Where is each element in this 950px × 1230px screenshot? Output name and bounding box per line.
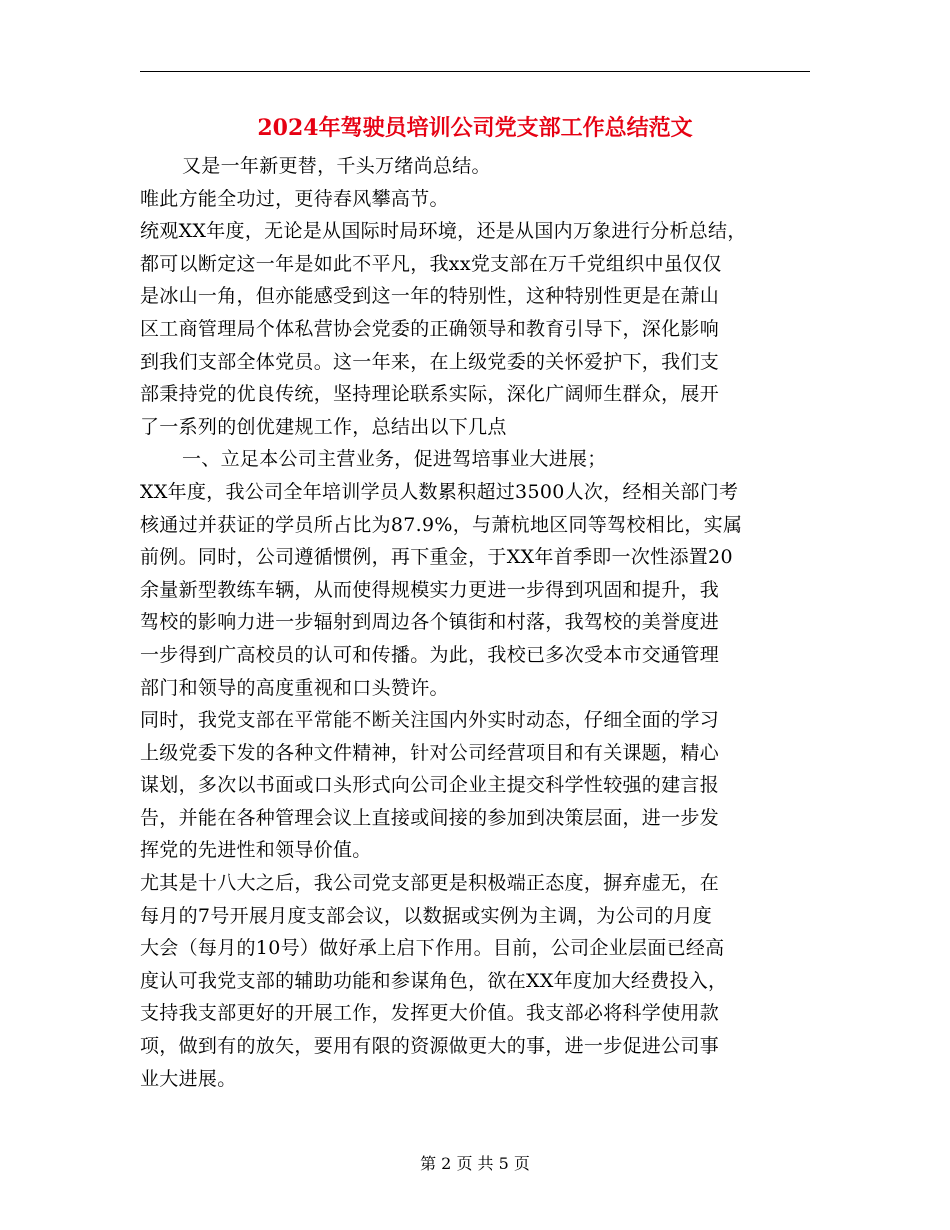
body-line: 挥党的先进性和领导价值。 [140, 839, 372, 862]
body-line: 了一系列的创优建规工作，总结出以下几点 [140, 415, 507, 438]
body-line: 项，做到有的放矢，要用有限的资源做更大的事，进一步促进公司事 [140, 1035, 720, 1058]
body-line: 部门和领导的高度重视和口头赞许。 [140, 676, 449, 699]
body-line: 到我们支部全体党员。这一年来，在上级党委的关怀爱护下，我们支 [140, 350, 720, 373]
body-line: 一步得到广高校员的认可和传播。为此，我校已多次受本市交通管理 [140, 643, 720, 666]
page-number: 第 2 页 共 5 页 [420, 1154, 530, 1173]
body-line: 驾校的影响力进一步辐射到周边各个镇街和村落，我驾校的美誉度进 [140, 611, 720, 634]
body-line: 度认可我党支部的辅助功能和参谋角色，欲在XX年度加大经费投入， [140, 969, 728, 992]
body-line: 统观XX年度，无论是从国际时局环境，还是从国内万象进行分析总结， [140, 220, 747, 243]
body-line: 每月的7号开展月度支部会议，以数据或实例为主调，为公司的月度 [140, 904, 713, 927]
body-line: XX年度，我公司全年培训学员人数累积超过3500人次，经相关部门考 [140, 480, 739, 503]
body-line: 上级党委下发的各种文件精神，针对公司经营项目和有关课题，精心 [140, 741, 720, 764]
body-line: 核通过并获证的学员所占比为87.9%，与萧杭地区同等驾校相比，实属 [140, 513, 743, 536]
body-line: 又是一年新更替，千头万绪尚总结。 [182, 155, 491, 177]
body-line: 余量新型教练车辆，从而使得规模实力更进一步得到巩固和提升，我 [140, 578, 720, 601]
header-rule [140, 71, 810, 72]
body-line: 都可以断定这一年是如此不平凡，我xx党支部在万千党组织中虽仅仅 [140, 252, 722, 275]
body-line: 唯此方能全功过，更待春风攀高节。 [140, 187, 449, 210]
body-line: 区工商管理局个体私营协会党委的正确领导和教育引导下，深化影响 [140, 317, 720, 340]
body-line: 是冰山一角，但亦能感受到这一年的特别性，这种特别性更是在萧山 [140, 285, 720, 308]
body-line: 部秉持党的优良传统，坚持理论联系实际，深化广阔师生群众，展开 [140, 383, 720, 406]
body-line: 同时，我党支部在平常能不断关注国内外实时动态，仔细全面的学习 [140, 709, 720, 732]
body-line: 尤其是十八大之后，我公司党支部更是积极端正态度，摒弃虚无，在 [140, 872, 720, 895]
body-line: 大会（每月的10号）做好承上启下作用。目前，公司企业层面已经高 [140, 937, 725, 960]
body-line: 前例。同时，公司遵循惯例，再下重金，于XX年首季即一次性添置20 [140, 546, 733, 569]
document-title: 2024年驾驶员培训公司党支部工作总结范文 [257, 115, 693, 141]
body-line: 告，并能在各种管理会议上直接或间接的参加到决策层面，进一步发 [140, 806, 720, 829]
document-body [140, 150, 810, 1095]
body-line: 业大进展。 [140, 1067, 237, 1090]
body-line: 支持我支部更好的开展工作，发挥更大价值。我支部必将科学使用款 [140, 1002, 720, 1025]
body-line: 谋划，多次以书面或口头形式向公司企业主提交科学性较强的建言报 [140, 774, 720, 797]
section-heading: 一、立足本公司主营业务，促进驾培事业大进展； [182, 448, 607, 471]
